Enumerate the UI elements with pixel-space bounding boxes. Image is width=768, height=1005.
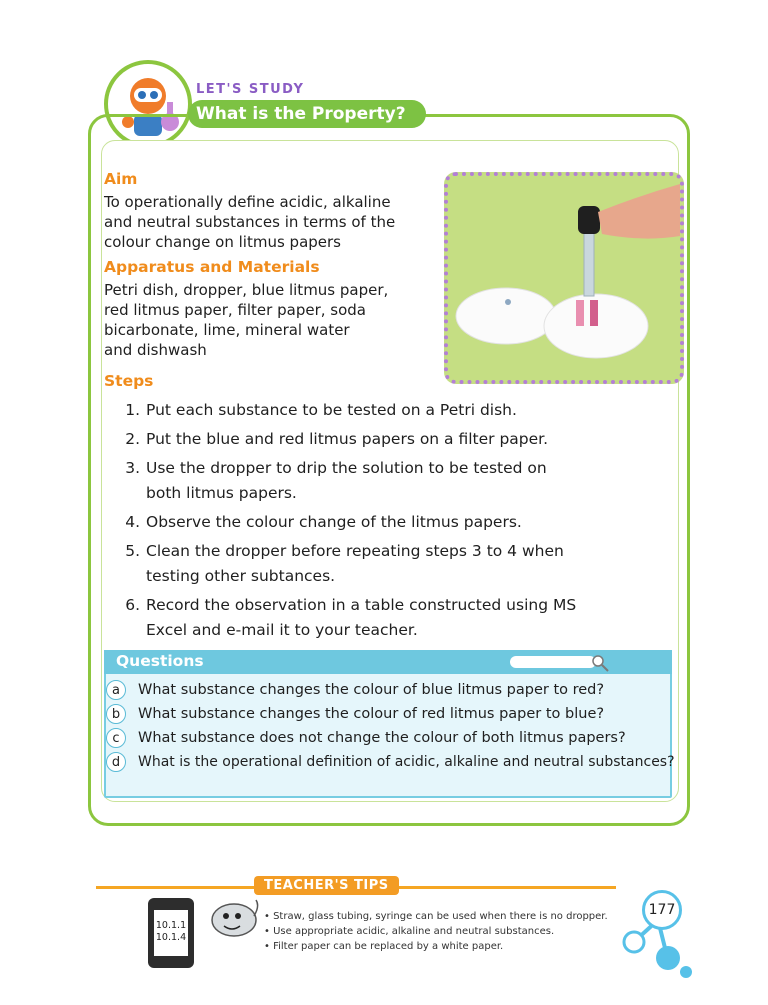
question-letter: b: [106, 704, 126, 724]
litmus-experiment-photo: [444, 172, 684, 384]
questions-title: Questions: [116, 652, 204, 670]
tips-list: [264, 909, 608, 954]
aim-line: and neutral substances in terms of the: [104, 213, 396, 231]
page-title: What is the Property?: [188, 100, 426, 128]
apparatus-heading: Apparatus and Materials: [104, 258, 320, 276]
step-number: 3.: [125, 459, 140, 477]
steps-list: [110, 398, 670, 647]
apparatus-line: and dishwash: [104, 341, 207, 359]
mouse-mascot-icon: [208, 896, 260, 944]
search-bar-decoration: [510, 656, 596, 668]
teachers-tips-badge: TEACHER'S TIPS: [254, 876, 399, 895]
question-letter: a: [106, 680, 126, 700]
step-text: Put the blue and red litmus papers on a filter paper.: [146, 430, 549, 448]
tip-text: Use appropriate acidic, alkaline and neutral substances.: [273, 926, 555, 937]
step-item: [110, 398, 670, 423]
question-text: What is the operational definition of acidic, alkaline and neutral substances?: [138, 754, 675, 770]
question-text: What substance does not change the colour of both litmus papers?: [138, 730, 626, 746]
step-number: 1.: [125, 401, 140, 419]
step-text: Observe the colour change of the litmus papers.: [146, 513, 522, 531]
step-text: Clean the dropper before repeating steps 3 to 4 when testing other subtances.: [146, 542, 564, 585]
step-item: [110, 593, 670, 643]
steps-heading: Steps: [104, 372, 154, 390]
aim-text: [104, 192, 434, 252]
step-item: [110, 510, 670, 535]
step-number: 2.: [125, 430, 140, 448]
step-text: Record the observation in a table constructed using MS Excel and e-mail it to your teacher.: [146, 596, 577, 639]
tip-item: • Use appropriate acidic, alkaline and neutral substances.: [264, 926, 555, 937]
step-item: [110, 427, 670, 452]
apparatus-line: red litmus paper, filter paper, soda: [104, 301, 366, 319]
section-kicker: LET'S STUDY: [196, 82, 305, 97]
aim-line: To operationally define acidic, alkaline: [104, 193, 391, 211]
aim-line: colour change on litmus papers: [104, 233, 341, 251]
curriculum-code: 10.1.1: [155, 920, 187, 931]
step-text: Use the dropper to drip the solution to be tested on both litmus papers.: [146, 459, 547, 502]
question-text: What substance changes the colour of blue litmus paper to red?: [138, 682, 605, 698]
page-number: 177: [642, 890, 682, 930]
curriculum-codes: [154, 910, 188, 956]
tip-text: Straw, glass tubing, syringe can be used when there is no dropper.: [273, 911, 608, 922]
step-item: [110, 539, 670, 589]
aim-heading: Aim: [104, 170, 138, 188]
question-item: [106, 752, 675, 772]
apparatus-text: [104, 280, 434, 360]
question-text: What substance changes the colour of red litmus paper to blue?: [138, 706, 605, 722]
step-number: 4.: [125, 513, 140, 531]
tip-item: • Filter paper can be replaced by a white paper.: [264, 941, 504, 952]
question-item: [106, 680, 604, 700]
step-number: 6.: [125, 596, 140, 614]
question-letter: c: [106, 728, 126, 748]
magnifier-icon: [590, 653, 610, 677]
question-item: [106, 704, 604, 724]
apparatus-line: Petri dish, dropper, blue litmus paper,: [104, 281, 389, 299]
curriculum-code: 10.1.4: [155, 932, 187, 943]
question-letter: d: [106, 752, 126, 772]
apparatus-line: bicarbonate, lime, mineral water: [104, 321, 350, 339]
step-text: Put each substance to be tested on a Petri dish.: [146, 401, 517, 419]
tip-item: • Straw, glass tubing, syringe can be used when there is no dropper.: [264, 911, 608, 922]
step-number: 5.: [125, 542, 140, 560]
tip-text: Filter paper can be replaced by a white paper.: [273, 941, 504, 952]
step-item: [110, 456, 670, 506]
question-item: [106, 728, 626, 748]
